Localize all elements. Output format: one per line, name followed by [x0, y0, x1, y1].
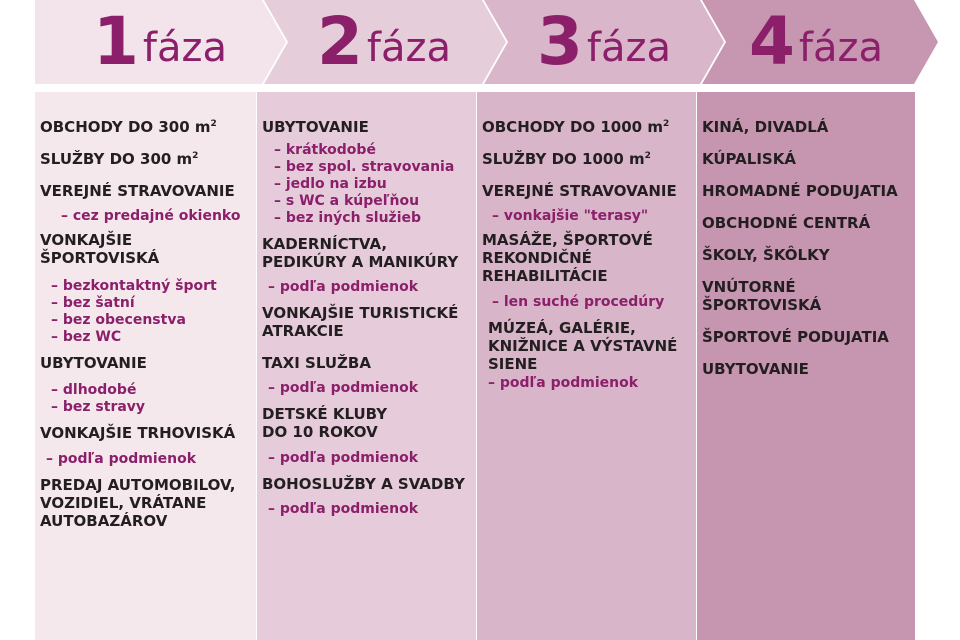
obchody-sup: 2 [210, 119, 217, 129]
phase-2-item-kluby-line1: DETSKÉ KLUBY [262, 405, 388, 423]
phase-3-masaze-condition: – len suché procedúry [492, 294, 665, 310]
ubytovanie-condition: – bez iných služieb [274, 210, 422, 226]
phase-4-item-kupaliska: KÚPALISKÁ [702, 150, 796, 168]
obchody-label: OBCHODY DO 1000 m [482, 118, 663, 136]
phase-4-item-vnutorne-line1: VNÚTORNÉ [702, 278, 796, 296]
sport-condition: – bezkontaktný šport [51, 278, 217, 294]
phase-2-number: 2 [316, 3, 363, 80]
phase-2-item-ubytovanie: UBYTOVANIE [262, 118, 369, 136]
phase-3-item-sluzby [482, 150, 696, 168]
phase-2-item-taxi: TAXI SLUŽBA [262, 354, 371, 372]
phase-2-item-kadernictva-line1: KADERNÍCTVA, [262, 235, 388, 253]
phase-4-item-sport-podujatia: ŠPORTOVÉ PODUJATIA [702, 328, 889, 346]
sport-condition: – bez šatní [51, 295, 135, 311]
phase-1-item-obchody [40, 118, 256, 136]
phase-2-item-bohosluzby: BOHOSLUŽBY A SVADBY [262, 475, 465, 493]
phase-3-item-muzea-line3: SIENE [488, 355, 538, 373]
phase-1-column [35, 92, 256, 640]
sport-condition: – bez WC [51, 329, 122, 345]
sluzby-sup: 2 [644, 151, 651, 161]
phase-1-stravovanie-condition: – cez predajné okienko [61, 208, 241, 224]
phase-1-item-ubytovanie: UBYTOVANIE [40, 354, 147, 372]
phase-3-number: 3 [536, 3, 583, 80]
sport-condition: – bez obecenstva [51, 312, 186, 328]
phase-2-taxi-condition: – podľa podmienok [268, 380, 419, 396]
phase-3-item-masaze-line1: MASÁŽE, ŠPORTOVÉ [482, 231, 653, 249]
phase-4-item-podujatia: HROMADNÉ PODUJATIA [702, 182, 898, 200]
phase-1-ubytovanie-conditions [51, 382, 256, 416]
phase-3-word: fáza [586, 25, 672, 71]
phase-4-number: 4 [748, 3, 795, 80]
phase-1-item-sport-line2: ŠPORTOVISKÁ [40, 249, 160, 267]
phase-1-item-stravovanie: VEREJNÉ STRAVOVANIE [40, 182, 235, 200]
obchody-label: OBCHODY DO 300 m [40, 118, 211, 136]
phase-3-item-muzea-line2: KNIŽNICE A VÝSTAVNÉ [488, 337, 678, 355]
phase-3-item-obchody [482, 118, 696, 136]
phase-2-kluby-condition: – podľa podmienok [268, 450, 419, 466]
phase-1-item-auto-line1: PREDAJ AUTOMOBILOV, [40, 476, 236, 494]
sluzby-label: SLUŽBY DO 300 m [40, 150, 193, 168]
phase-1-trhoviska-condition: – podľa podmienok [46, 451, 197, 467]
phase-2-kadernictva-condition: – podľa podmienok [268, 279, 419, 295]
ubytovanie-condition: – krátkodobé [274, 142, 376, 158]
phase-3-item-muzea-line1: MÚZEÁ, GALÉRIE, [488, 319, 636, 337]
phase-2-heading [284, 0, 484, 84]
phase-3-stravovanie-condition: – vonkajšie "terasy" [492, 208, 649, 224]
phase-3-item-stravovanie: VEREJNÉ STRAVOVANIE [482, 182, 677, 200]
ubytovanie-condition: – dlhodobé [51, 382, 137, 398]
phase-3-item-masaze-line2: REKONDIČNÉ [482, 249, 592, 267]
phase-1-number: 1 [92, 3, 139, 80]
phase-4-heading [716, 0, 916, 84]
phase-4-item-kina: KINÁ, DIVADLÁ [702, 118, 829, 136]
phase-1-heading [60, 0, 260, 84]
phase-2-item-kadernictva-line2: PEDIKÚRY A MANIKÚRY [262, 253, 459, 271]
phase-1-item-auto-line3: AUTOBAZÁROV [40, 512, 168, 530]
phase-4-item-centra: OBCHODNÉ CENTRÁ [702, 214, 871, 232]
phase-1-word: fáza [142, 25, 228, 71]
ubytovanie-condition: – bez stravy [51, 399, 146, 415]
phase-2-ubytovanie-conditions [274, 142, 476, 227]
phase-2-item-atrakcie-line2: ATRAKCIE [262, 322, 344, 340]
phase-2-item-kluby-line2: DO 10 ROKOV [262, 423, 378, 441]
phase-2-bohosluzby-condition: – podľa podmienok [268, 501, 419, 517]
ubytovanie-condition: – bez spol. stravovania [274, 159, 455, 175]
phase-1-item-auto-line2: VOZIDIEL, VRÁTANE [40, 494, 207, 512]
phase-4-word: fáza [798, 25, 884, 71]
phase-4-column [696, 92, 915, 640]
phase-3-muzea-condition: – podľa podmienok [488, 375, 639, 391]
phase-1-sport-conditions [51, 278, 256, 346]
phase-1-item-sport-line1: VONKAJŠIE [40, 231, 133, 249]
ubytovanie-condition: – s WC a kúpeľňou [274, 193, 420, 209]
phase-2-column [256, 92, 476, 640]
phase-2-word: fáza [366, 25, 452, 71]
phase-2-item-atrakcie-line1: VONKAJŠIE TURISTICKÉ [262, 304, 459, 322]
phase-3-heading [504, 0, 704, 84]
phase-4-item-vnutorne-line2: ŠPORTOVISKÁ [702, 296, 822, 314]
sluzby-sup: 2 [192, 151, 199, 161]
sluzby-label: SLUŽBY DO 1000 m [482, 150, 645, 168]
phase-4-item-ubytovanie: UBYTOVANIE [702, 360, 809, 378]
phase-3-column [476, 92, 696, 640]
ubytovanie-condition: – jedlo na izbu [274, 176, 387, 192]
phase-4-item-skoly: ŠKOLY, ŠKÔLKY [702, 246, 830, 264]
phase-3-item-masaze-line3: REHABILITÁCIE [482, 267, 608, 285]
obchody-sup: 2 [662, 119, 670, 129]
phase-1-item-sluzby [40, 150, 256, 168]
phase-1-item-trhoviska: VONKAJŠIE TRHOVISKÁ [40, 424, 236, 442]
